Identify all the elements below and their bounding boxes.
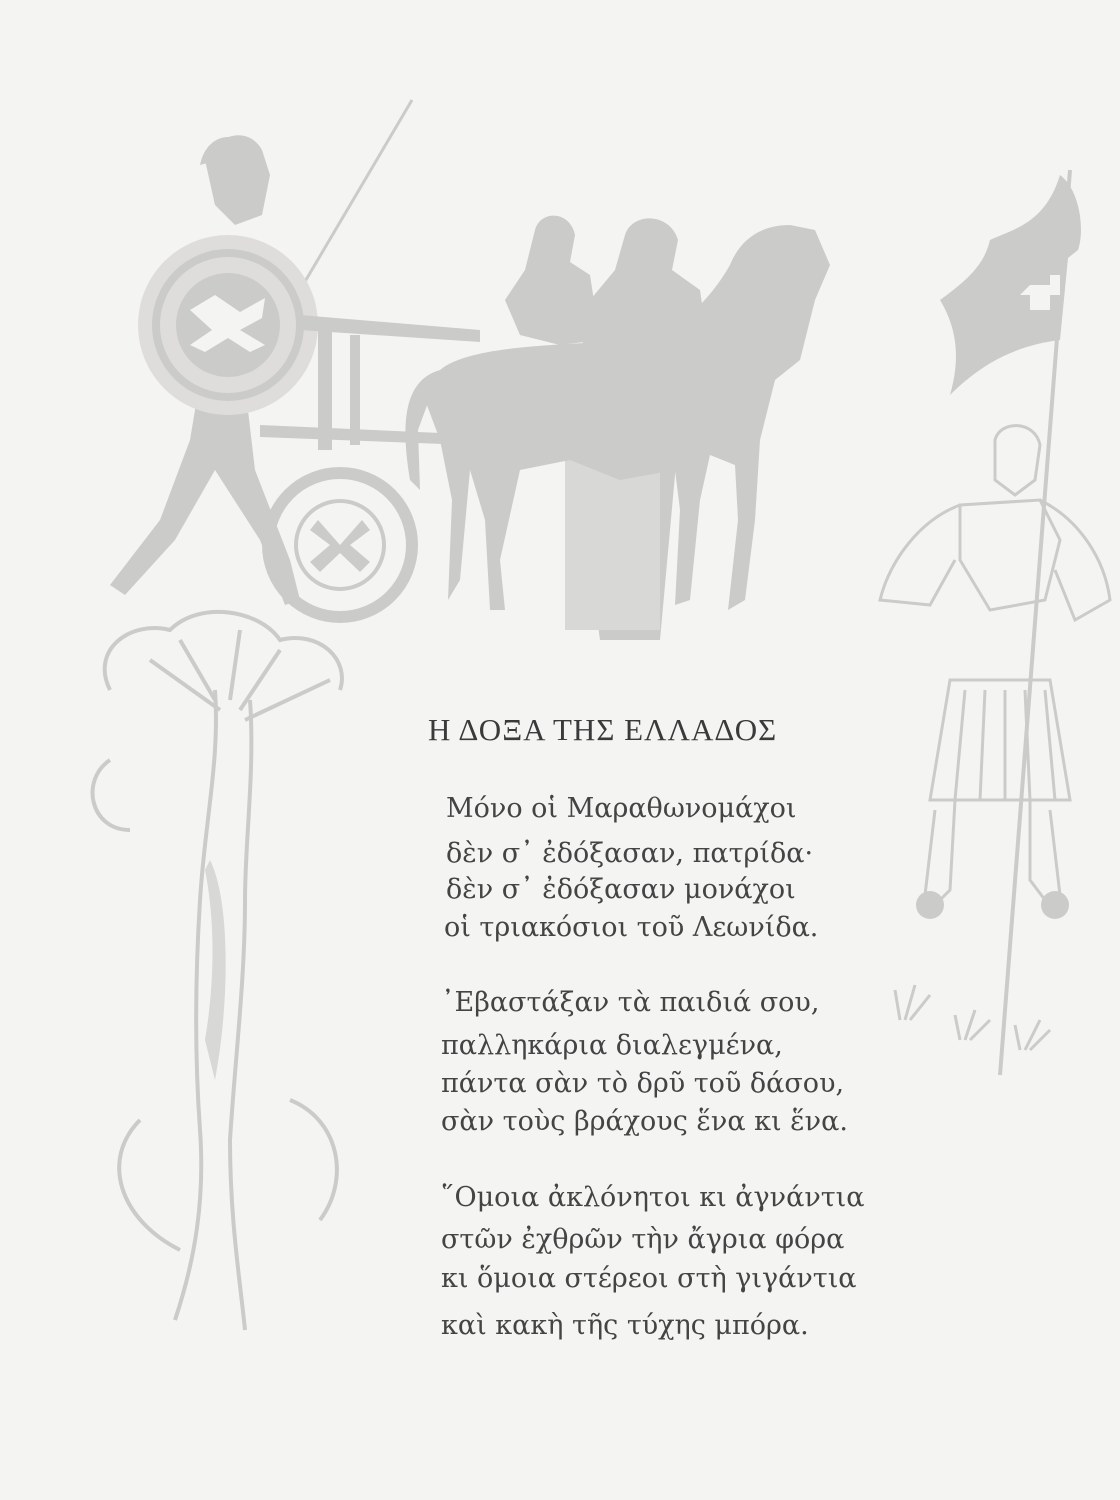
poem-line: παλληκάρια διαλεγμένα, [441, 1030, 783, 1061]
poem-line: ῞Ομοια ἀκλόνητοι κι ἀγνάντια [441, 1182, 865, 1213]
poem-line: ᾽Εβαστάξαν τὰ παιδιά σου, [441, 987, 820, 1018]
poem-line: στῶν ἐχθρῶν τὴν ἄγρια φόρα [441, 1224, 845, 1255]
evzone-figure [880, 426, 1110, 905]
spear-icon [300, 100, 412, 290]
poem-line: δὲν σ᾽ ἐδόξασαν, πατρίδα· [446, 838, 814, 869]
poem-line: καὶ κακὴ τῆς τύχης μπόρα. [441, 1310, 809, 1341]
poem-line: Μόνο οἱ Μαραθωνομάχοι [446, 793, 797, 824]
poem-line: σὰν τοὺς βράχους ἕνα κι ἕνα. [441, 1106, 848, 1137]
poem-line: πάντα σὰν τὸ δρῦ τοῦ δάσου, [441, 1068, 845, 1099]
poem-line: κι ὅμοια στέρεοι στὴ γιγάντια [441, 1263, 857, 1294]
poem-line: οἱ τριακόσιοι τοῦ Λεωνίδα. [444, 912, 819, 943]
poem-title: Η ΔΟΞΑ ΤΗΣ ΕΛΛΑΔΟΣ [428, 712, 778, 747]
grass-tufts [895, 985, 1050, 1050]
poem-line: δὲν σ᾽ ἐδόξασαν μονάχοι [446, 874, 796, 905]
